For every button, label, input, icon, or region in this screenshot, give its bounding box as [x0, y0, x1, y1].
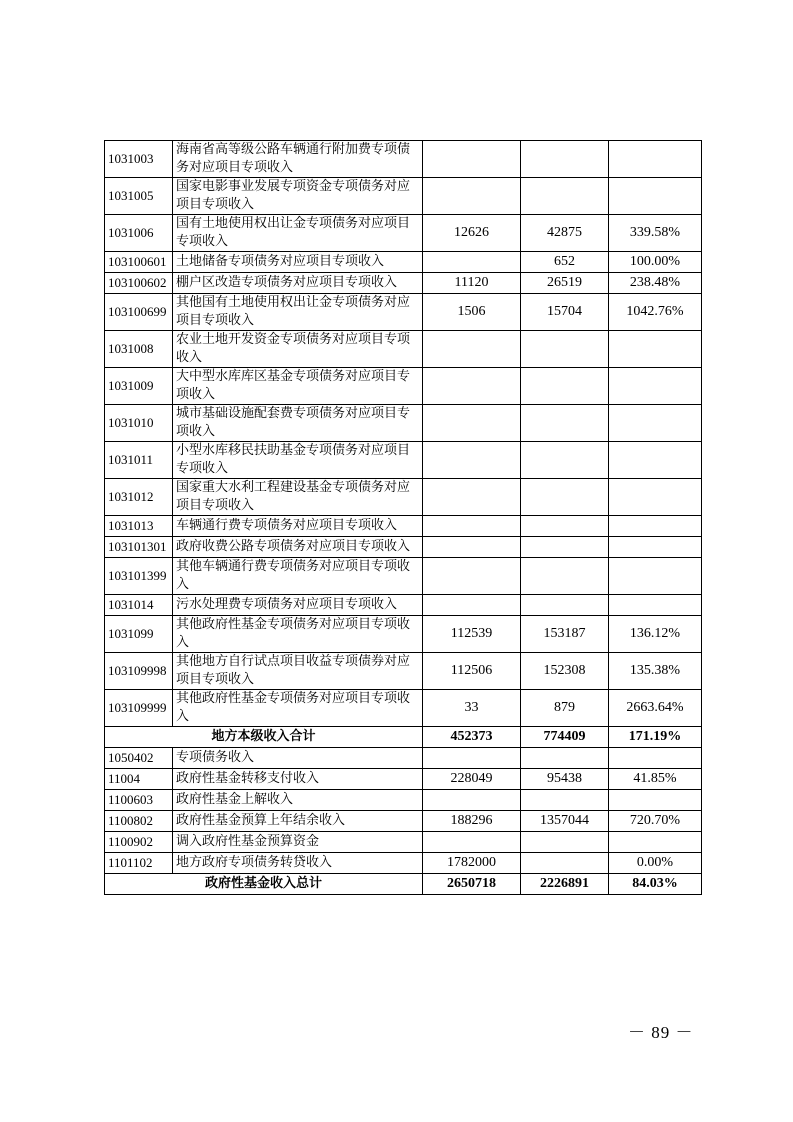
value-cell: 879 — [521, 690, 609, 727]
value-cell: 12626 — [423, 215, 521, 252]
subject-name: 海南省高等级公路车辆通行附加费专项债务对应项目专项收入 — [173, 141, 423, 178]
subject-code: 1031008 — [105, 331, 173, 368]
subject-code: 1031005 — [105, 178, 173, 215]
value-cell — [521, 442, 609, 479]
subject-name: 其他车辆通行费专项债务对应项目专项收入 — [173, 558, 423, 595]
subject-name: 土地储备专项债务对应项目专项收入 — [173, 252, 423, 273]
percent-cell: 2663.64% — [609, 690, 702, 727]
value-cell: 112506 — [423, 653, 521, 690]
subject-name: 专项债务收入 — [173, 748, 423, 769]
subject-name: 政府性基金预算上年结余收入 — [173, 811, 423, 832]
value-cell — [521, 368, 609, 405]
percent-cell — [609, 405, 702, 442]
value-cell — [423, 368, 521, 405]
value-cell — [521, 748, 609, 769]
table-row — [105, 252, 702, 273]
value-cell — [521, 405, 609, 442]
subject-name: 其他政府性基金专项债务对应项目专项收入 — [173, 616, 423, 653]
table-row — [105, 215, 702, 252]
subject-name: 国家重大水利工程建设基金专项债务对应项目专项收入 — [173, 479, 423, 516]
table-row — [105, 769, 702, 790]
value-cell — [423, 558, 521, 595]
value-cell: 152308 — [521, 653, 609, 690]
table-row — [105, 537, 702, 558]
value-cell — [423, 141, 521, 178]
subject-name: 污水处理费专项债务对应项目专项收入 — [173, 595, 423, 616]
subject-name: 其他国有土地使用权出让金专项债务对应项目专项收入 — [173, 294, 423, 331]
subject-code: 11004 — [105, 769, 173, 790]
value-cell — [423, 516, 521, 537]
percent-cell: 1042.76% — [609, 294, 702, 331]
subject-name: 大中型水库库区基金专项债务对应项目专项收入 — [173, 368, 423, 405]
subject-code: 1100802 — [105, 811, 173, 832]
table-row — [105, 832, 702, 853]
table-row — [105, 141, 702, 178]
subject-name: 调入政府性基金预算资金 — [173, 832, 423, 853]
percent-cell: 41.85% — [609, 769, 702, 790]
percent-cell — [609, 595, 702, 616]
percent-cell: 100.00% — [609, 252, 702, 273]
percent-cell — [609, 368, 702, 405]
table-row — [105, 790, 702, 811]
table-row — [105, 595, 702, 616]
subject-name: 其他政府性基金专项债务对应项目专项收入 — [173, 690, 423, 727]
value-cell — [521, 853, 609, 874]
table-row — [105, 479, 702, 516]
subject-code: 1031011 — [105, 442, 173, 479]
value-cell: 15704 — [521, 294, 609, 331]
value-cell: 33 — [423, 690, 521, 727]
value-cell — [423, 442, 521, 479]
grand-total-label: 政府性基金收入总计 — [105, 874, 423, 895]
percent-cell: 720.70% — [609, 811, 702, 832]
percent-cell: 0.00% — [609, 853, 702, 874]
page-number: － 89 － — [628, 1023, 694, 1042]
value-cell: 1506 — [423, 294, 521, 331]
subject-code: 103109999 — [105, 690, 173, 727]
value-cell — [423, 331, 521, 368]
percent-cell: 238.48% — [609, 273, 702, 294]
percent-cell — [609, 748, 702, 769]
value-cell — [521, 331, 609, 368]
value-cell — [521, 595, 609, 616]
subject-code: 1100902 — [105, 832, 173, 853]
grand-total-row — [105, 874, 702, 895]
table-row — [105, 405, 702, 442]
value-cell — [423, 832, 521, 853]
percent-cell — [609, 832, 702, 853]
subject-code: 103101301 — [105, 537, 173, 558]
percent-cell: 135.38% — [609, 653, 702, 690]
value-cell — [521, 479, 609, 516]
table-row — [105, 178, 702, 215]
value-cell — [423, 790, 521, 811]
subject-code: 1031013 — [105, 516, 173, 537]
subject-name: 车辆通行费专项债务对应项目专项收入 — [173, 516, 423, 537]
table-row — [105, 442, 702, 479]
value-cell: 228049 — [423, 769, 521, 790]
subject-code: 1100603 — [105, 790, 173, 811]
table-row — [105, 811, 702, 832]
table-row — [105, 273, 702, 294]
subject-name: 政府性基金上解收入 — [173, 790, 423, 811]
subject-code: 1031099 — [105, 616, 173, 653]
table-row — [105, 331, 702, 368]
percent-cell: 84.03% — [609, 874, 702, 895]
percent-cell — [609, 331, 702, 368]
subject-name: 地方政府专项债务转贷收入 — [173, 853, 423, 874]
value-cell: 26519 — [521, 273, 609, 294]
subject-code: 1031012 — [105, 479, 173, 516]
value-cell — [521, 537, 609, 558]
value-cell — [521, 141, 609, 178]
subject-code: 1101102 — [105, 853, 173, 874]
subject-name: 国有土地使用权出让金专项债务对应项目专项收入 — [173, 215, 423, 252]
subject-name: 农业土地开发资金专项债务对应项目专项收入 — [173, 331, 423, 368]
value-cell — [423, 537, 521, 558]
table-row — [105, 516, 702, 537]
percent-cell — [609, 790, 702, 811]
value-cell — [521, 790, 609, 811]
value-cell: 11120 — [423, 273, 521, 294]
value-cell: 2226891 — [521, 874, 609, 895]
subject-code: 103100699 — [105, 294, 173, 331]
subject-name: 其他地方自行试点项目收益专项债券对应项目专项收入 — [173, 653, 423, 690]
value-cell — [423, 479, 521, 516]
percent-cell: 136.12% — [609, 616, 702, 653]
table-row — [105, 748, 702, 769]
subject-code: 103100602 — [105, 273, 173, 294]
percent-cell — [609, 516, 702, 537]
value-cell: 452373 — [423, 727, 521, 748]
value-cell — [521, 832, 609, 853]
value-cell: 774409 — [521, 727, 609, 748]
value-cell: 652 — [521, 252, 609, 273]
subject-code: 103100601 — [105, 252, 173, 273]
value-cell — [423, 748, 521, 769]
value-cell: 42875 — [521, 215, 609, 252]
subtotal-row — [105, 727, 702, 748]
subject-name: 政府性基金转移支付收入 — [173, 769, 423, 790]
value-cell — [423, 405, 521, 442]
table-row — [105, 690, 702, 727]
percent-cell — [609, 178, 702, 215]
value-cell: 153187 — [521, 616, 609, 653]
percent-cell — [609, 141, 702, 178]
subject-code: 1031006 — [105, 215, 173, 252]
value-cell — [521, 558, 609, 595]
value-cell: 112539 — [423, 616, 521, 653]
percent-cell — [609, 558, 702, 595]
table-row — [105, 294, 702, 331]
subject-code: 1031010 — [105, 405, 173, 442]
value-cell — [521, 516, 609, 537]
value-cell — [423, 178, 521, 215]
table-row — [105, 853, 702, 874]
value-cell: 188296 — [423, 811, 521, 832]
subject-code: 1031003 — [105, 141, 173, 178]
subject-code: 103101399 — [105, 558, 173, 595]
table-row — [105, 653, 702, 690]
subject-name: 政府收费公路专项债务对应项目专项收入 — [173, 537, 423, 558]
subject-code: 1031009 — [105, 368, 173, 405]
subtotal-label: 地方本级收入合计 — [105, 727, 423, 748]
subject-name: 小型水库移民扶助基金专项债务对应项目专项收入 — [173, 442, 423, 479]
percent-cell: 339.58% — [609, 215, 702, 252]
subject-code: 103109998 — [105, 653, 173, 690]
percent-cell — [609, 537, 702, 558]
fund-revenue-table — [104, 140, 702, 895]
subject-code: 1050402 — [105, 748, 173, 769]
value-cell: 1782000 — [423, 853, 521, 874]
percent-cell — [609, 479, 702, 516]
table-row — [105, 616, 702, 653]
table-row — [105, 368, 702, 405]
subject-code: 1031014 — [105, 595, 173, 616]
table-row — [105, 558, 702, 595]
subject-name: 城市基础设施配套费专项债务对应项目专项收入 — [173, 405, 423, 442]
value-cell: 2650718 — [423, 874, 521, 895]
value-cell — [521, 178, 609, 215]
subject-name: 国家电影事业发展专项资金专项债务对应项目专项收入 — [173, 178, 423, 215]
percent-cell: 171.19% — [609, 727, 702, 748]
value-cell — [423, 595, 521, 616]
subject-name: 棚户区改造专项债务对应项目专项收入 — [173, 273, 423, 294]
value-cell — [423, 252, 521, 273]
value-cell: 1357044 — [521, 811, 609, 832]
value-cell: 95438 — [521, 769, 609, 790]
percent-cell — [609, 442, 702, 479]
